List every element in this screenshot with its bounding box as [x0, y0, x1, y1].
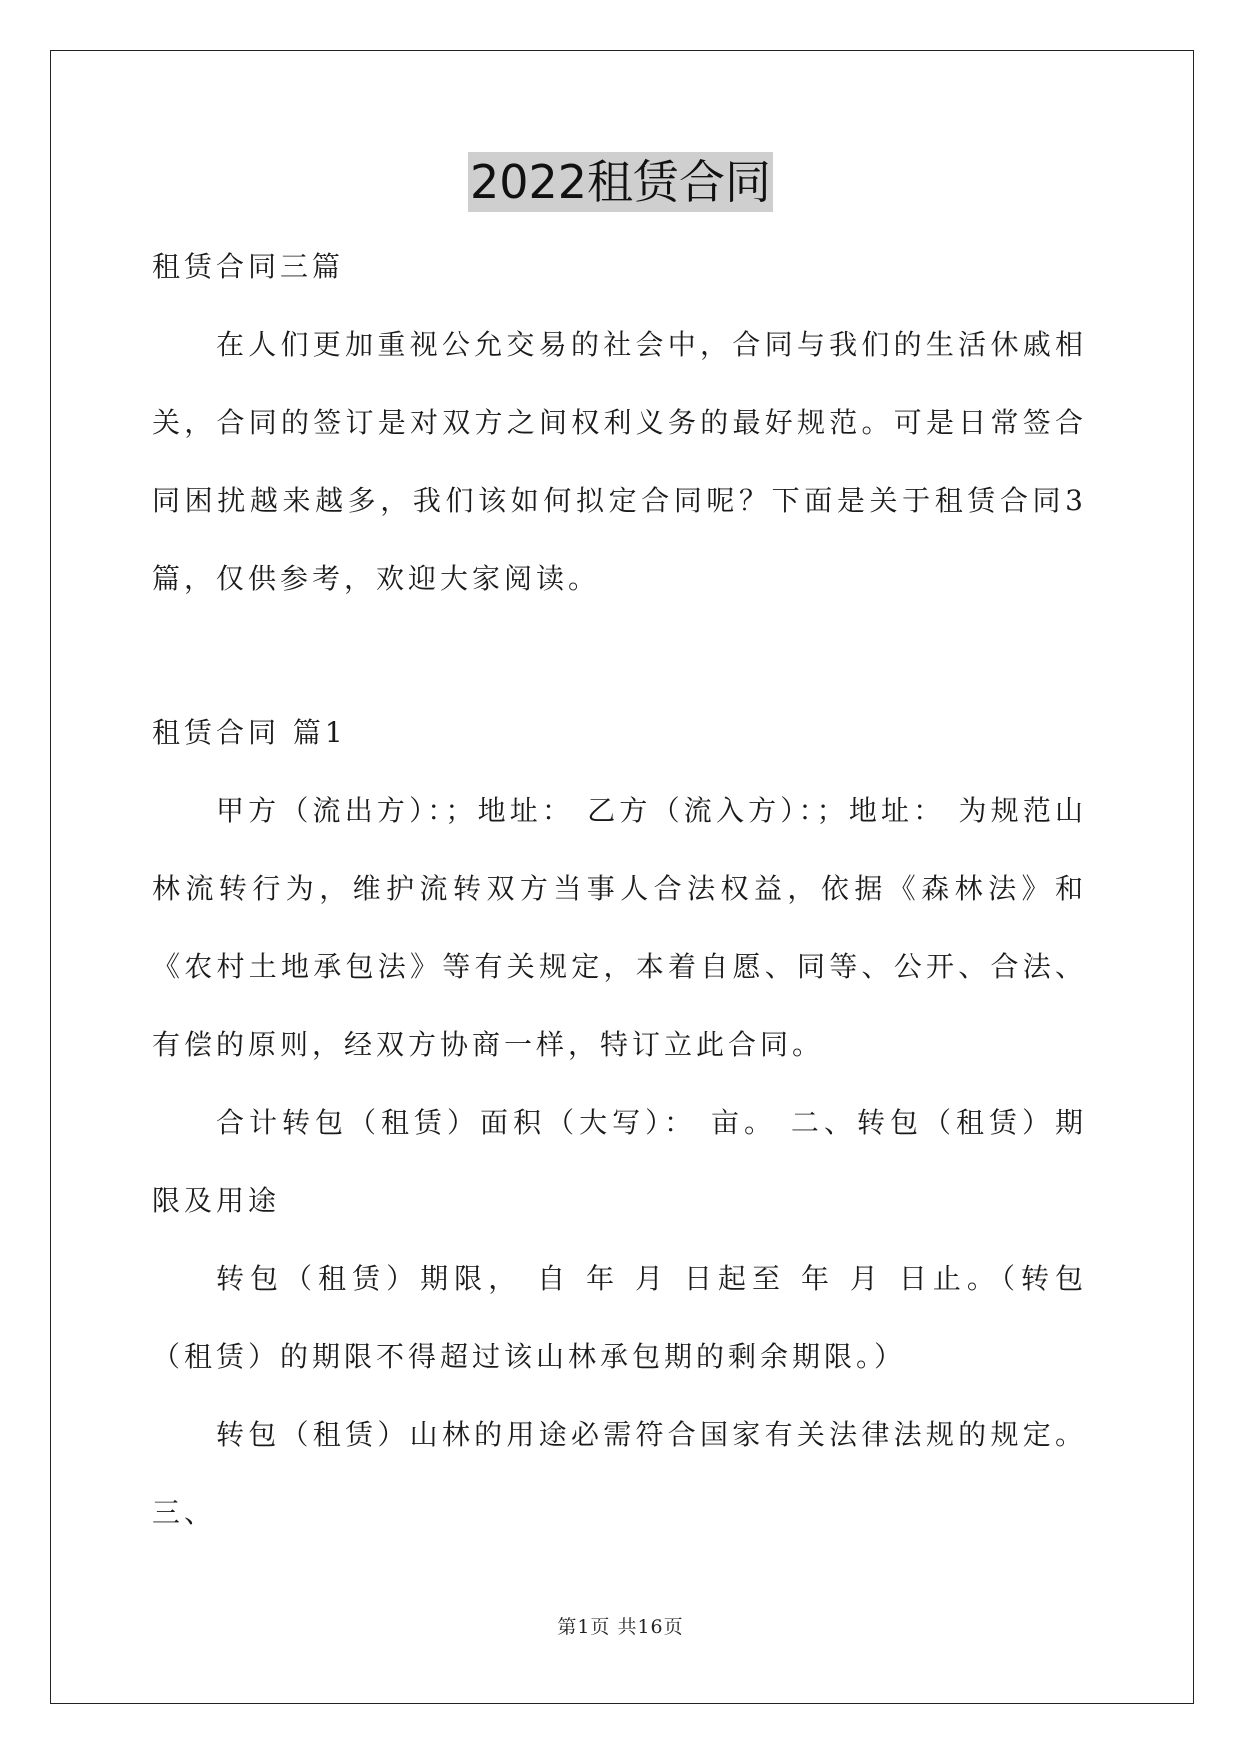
body-paragraph-4: 转包（租赁）山林的用途必需符合国家有关法律法规的规定。三、 — [152, 1418, 1087, 1529]
body-paragraph-2: 合计转包（租赁）面积（大写）： 亩。 二、转包（租赁）期限及用途 — [152, 1106, 1087, 1217]
body-paragraph-3: 转包（租赁）期限， 自 年 月 日起至 年 月 日止。（转包（租赁）的期限不得超过该山林承包期的剩余期限。） — [152, 1262, 1087, 1373]
subtitle: 租赁合同三篇 — [152, 250, 345, 283]
document-body — [152, 228, 1087, 1552]
section-heading: 租赁合同 篇1 — [152, 716, 347, 749]
title-container — [0, 152, 1241, 212]
document-title: 2022租赁合同 — [468, 152, 773, 212]
intro-paragraph: 在人们更加重视公允交易的社会中，合同与我们的生活休戚相关，合同的签订是对双方之间权利义务的最好规范。可是日常签合同困扰越来越多，我们该如何拟定合同呢？下面是关于租赁合同3篇，仅供参考，欢迎大家阅读。 — [152, 328, 1087, 595]
page-footer: 第1页 共16页 — [557, 1616, 684, 1638]
body-paragraph-1: 甲方（流出方）：；地址： 乙方（流入方）：；地址： 为规范山林流转行为，维护流转双方当事人合法权益，依据《森林法》和《农村土地承包法》等有关规定，本着自愿、同等、公开、合法、有偿的原则，经双方协商一样，特订立此合同。 — [152, 794, 1087, 1061]
